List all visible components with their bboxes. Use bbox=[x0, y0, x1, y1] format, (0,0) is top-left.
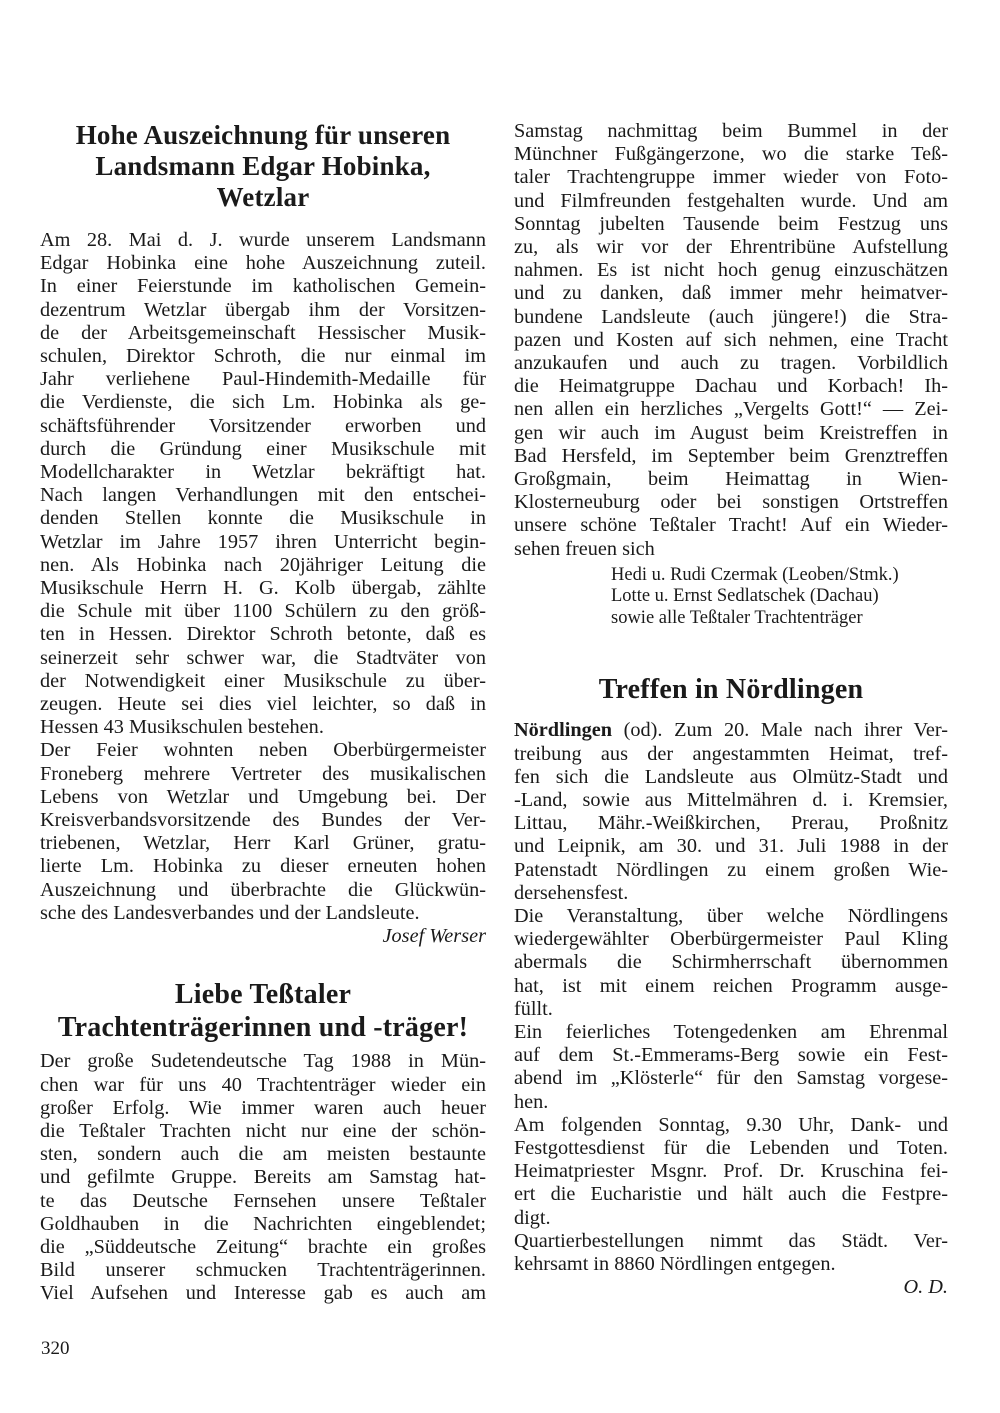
text-line: Froneberg mehrere Vertreter des musikalischen bbox=[40, 762, 486, 785]
text-line: Am folgenden Sonntag, 9.30 Uhr, Dank- und bbox=[514, 1113, 948, 1136]
text-line: pazen und Kosten auf sich nehmen, eine Tracht bbox=[514, 328, 948, 351]
headline-line: Wetzlar bbox=[216, 182, 310, 212]
page-number: 320 bbox=[41, 1338, 70, 1359]
headline-line: Treffen in Nördlingen bbox=[598, 674, 864, 706]
text-line: Klosterneuburg oder bei sonstigen Ortstreffen bbox=[514, 491, 948, 514]
headline-line: Landsmann Edgar Hobinka, bbox=[95, 151, 431, 181]
article-tesstaler-body-left bbox=[40, 1050, 486, 1305]
text-line: Bad Hersfeld, im September beim Grenztreffen bbox=[514, 444, 948, 467]
text-line: treibung aus der angestammten Heimat, tref- bbox=[514, 742, 948, 765]
signature-block bbox=[611, 565, 948, 630]
text-line: Samstag nachmittag beim Bummel in der bbox=[514, 120, 948, 142]
text-line: chen war für uns 40 Trachtenträger wieder ein bbox=[40, 1073, 486, 1096]
text-line: und Filmfreunden festgehalten wurde. Und am bbox=[514, 189, 948, 212]
text-line: Heimatpriester Msgnr. Prof. Dr. Kruschina fei- bbox=[514, 1160, 948, 1183]
text-line: schulen, Direktor Schroth, die nur einmal im bbox=[40, 345, 486, 368]
paragraph bbox=[514, 743, 948, 905]
text-line: nen. Als Hobinka nach 20jähriger Leitung die bbox=[40, 553, 486, 576]
text-line: gen wir auch im August beim Kreistreffen in bbox=[514, 421, 948, 444]
lead-text: (od). Zum 20. Male nach ihrer Ver- bbox=[612, 719, 948, 742]
text-line: Kreisverbandsvorsitzende des Bundes der Ver- bbox=[40, 809, 486, 832]
dateline: Nördlingen bbox=[514, 719, 613, 742]
paragraph bbox=[514, 1114, 948, 1230]
text-line: dezentrum Wetzlar übergab ihm der Vorsitzen- bbox=[40, 298, 486, 321]
text-line: triebenen, Wetzlar, Herr Karl Grüner, gratu- bbox=[40, 832, 486, 855]
text-line: Nach langen Verhandlungen mit den entschei- bbox=[40, 484, 486, 507]
text-line: hen. bbox=[514, 1090, 549, 1113]
text-line: Edgar Hobinka eine hohe Auszeichnung zuteil. bbox=[40, 252, 486, 275]
text-line: Auszeichnung und überbrachte die Glückwün- bbox=[40, 878, 486, 901]
text-line: unsere schöne Teßtaler Tracht! Auf ein Wieder- bbox=[514, 514, 948, 537]
text-line: Am 28. Mai d. J. wurde unserem Landsmann bbox=[40, 229, 486, 251]
text-line: die Verdienste, die sich Lm. Hobinka als ge- bbox=[40, 391, 486, 414]
text-line: ert die Eucharistie und hält auch die Festpre- bbox=[514, 1183, 948, 1206]
text-line: Bild unserer schmucken Trachtenträgerinnen. bbox=[40, 1259, 486, 1282]
right-column bbox=[514, 112, 948, 1299]
text-line: digt. bbox=[514, 1206, 551, 1229]
paragraph bbox=[514, 1021, 948, 1114]
text-line: Patenstadt Nördlingen zu einem großen Wie- bbox=[514, 858, 948, 881]
text-line: Der große Sudetendeutsche Tag 1988 in Mün- bbox=[40, 1050, 486, 1073]
text-line: Wetzlar im Jahre 1957 ihren Unterricht begin- bbox=[40, 530, 486, 553]
headline-tesstaler bbox=[40, 978, 486, 1044]
text-line: Goldhauben in die Nachrichten eingeblendet; bbox=[40, 1212, 486, 1235]
signature-line: Lotte u. Ernst Sedlatschek (Dachau) bbox=[611, 586, 879, 607]
text-line: de der Arbeitsgemeinschaft Hessischer Musik- bbox=[40, 321, 486, 344]
text-line: Hessen 43 Musikschulen bestehen. bbox=[40, 716, 324, 739]
text-line: sten, sondern auch die am meisten bestaunte bbox=[40, 1143, 486, 1166]
headline-noerdlingen bbox=[514, 673, 948, 707]
text-line: lierte Lm. Hobinka zu dieser erneuten hohen bbox=[40, 855, 486, 878]
text-line: füllt. bbox=[514, 997, 553, 1020]
text-line: nen allen ein herzliches „Vergelts Gott!“ — Zei- bbox=[514, 398, 948, 421]
text-line: die Schule mit über 1100 Schülern zu den größ- bbox=[40, 600, 486, 623]
text-line: bundene Landsleute (auch jüngere!) die Stra- bbox=[514, 305, 948, 328]
text-line: Der Feier wohnten neben Oberbürgermeister bbox=[40, 739, 486, 762]
text-line: Ein feierliches Totengedenken am Ehrenmal bbox=[514, 1021, 948, 1043]
text-line: die Heimatgruppe Dachau und Korbach! Ih- bbox=[514, 375, 948, 398]
headline-line: Trachtenträgerinnen und -träger! bbox=[57, 1012, 469, 1044]
text-line: Jahr verliehene Paul-Hindemith-Medaille für bbox=[40, 368, 486, 391]
text-line: Die Veranstaltung, über welche Nördlingens bbox=[514, 904, 948, 927]
paragraph bbox=[514, 1230, 948, 1276]
text-line: te das Deutsche Fernsehen unsere Teßtaler bbox=[40, 1189, 486, 1212]
text-line: die „Süddeutsche Zeitung“ brachte ein großes bbox=[40, 1235, 486, 1258]
text-line: Lebens von Wetzlar und Umgebung bei. Der bbox=[40, 785, 486, 808]
text-line: Münchner Fußgängerzone, wo die starke Teß- bbox=[514, 143, 948, 166]
text-line: seinerzeit sehr schwer war, die Stadtväter von bbox=[40, 646, 486, 669]
headline-hobinka bbox=[40, 120, 486, 213]
text-line: dersehensfest. bbox=[514, 881, 629, 904]
text-line: und gefilmte Gruppe. Bereits am Samstag hat- bbox=[40, 1166, 486, 1189]
text-line: wiedergewählter Oberbürgermeister Paul Kling bbox=[514, 928, 948, 951]
text-line: Quartierbestellungen nimmt das Städt. Ver- bbox=[514, 1229, 948, 1252]
text-line: die Teßtaler Trachten nicht nur eine der schön- bbox=[40, 1119, 486, 1142]
text-line: durch die Gründung einer Musikschule mit bbox=[40, 437, 486, 460]
text-line: auf dem St.-Emmerams-Berg sowie ein Fest- bbox=[514, 1044, 948, 1067]
text-line: ten in Hessen. Direktor Schroth betonte, daß es bbox=[40, 623, 486, 646]
headline-line: Liebe Teßtaler bbox=[174, 979, 352, 1011]
text-line: Musikschule Herrn H. G. Kolb übergab, zählte bbox=[40, 577, 486, 600]
text-line: großer Erfolg. Wie immer waren auch heuer bbox=[40, 1096, 486, 1119]
text-line: fen sich die Landsleute aus Olmütz-Stadt und bbox=[514, 765, 948, 788]
text-line: Viel Aufsehen und Interesse gab es auch am bbox=[40, 1282, 486, 1305]
signature-line: sowie alle Teßtaler Trachtenträger bbox=[611, 607, 863, 628]
text-line: Sonntag jubelten Tausende beim Festzug uns bbox=[514, 212, 948, 235]
text-line: abermals die Schirmherrschaft übernommen bbox=[514, 951, 948, 974]
text-line: In einer Feierstunde im katholischen Gemein- bbox=[40, 275, 486, 298]
article-hobinka-body-2 bbox=[40, 739, 486, 925]
left-column bbox=[40, 112, 486, 1306]
lead-line bbox=[514, 719, 948, 742]
text-line: -Land, sowie aus Mittelmähren d. i. Kremsier, bbox=[514, 788, 948, 811]
text-line: anzukaufen und auch zu tragen. Vorbildlich bbox=[514, 352, 948, 375]
text-line: Littau, Mähr.-Weißkirchen, Prerau, Proßnitz bbox=[514, 812, 948, 835]
paragraph bbox=[514, 905, 948, 1021]
text-line: zeugen. Heute sei dies viel leichter, so daß in bbox=[40, 693, 486, 716]
text-line: Großgmain, beim Heimattag in Wien- bbox=[514, 468, 948, 491]
text-line: kehrsamt in 8860 Nördlingen entgegen. bbox=[514, 1253, 836, 1276]
text-line: schäftsführender Vorsitzender erworben und bbox=[40, 414, 486, 437]
text-line: taler Trachtengruppe immer wieder von Foto- bbox=[514, 166, 948, 189]
signature-line: Hedi u. Rudi Czermak (Leoben/Stmk.) bbox=[611, 564, 899, 585]
text-line: hat, ist mit einem reichen Programm ausge- bbox=[514, 974, 948, 997]
text-line: denden Stellen konnte die Musikschule in bbox=[40, 507, 486, 530]
text-line: sehen freuen sich bbox=[514, 537, 655, 560]
text-line: und zu danken, daß immer mehr heimatver- bbox=[514, 282, 948, 305]
text-line: nahmen. Es ist nicht hoch genug einzuschätzen bbox=[514, 259, 948, 282]
headline-line: Hohe Auszeichnung für unseren bbox=[75, 120, 451, 150]
article-noerdlingen-body bbox=[514, 719, 948, 1276]
article-tesstaler-body-right bbox=[514, 120, 948, 561]
text-line: abend im „Klösterle“ für den Samstag vorgese- bbox=[514, 1067, 948, 1090]
text-line: zu, als wir vor der Ehrentribüne Aufstellung bbox=[514, 236, 948, 259]
text-line: und Leipnik, am 30. und 31. Juli 1988 in der bbox=[514, 835, 948, 858]
article-hobinka-body bbox=[40, 229, 486, 739]
text-line: Festgottesdienst für die Lebenden und Toten. bbox=[514, 1137, 948, 1160]
text-line: sche des Landesverbandes und der Landsleute. bbox=[40, 901, 420, 924]
text-line: Modellcharakter in Wetzlar bekräftigt hat. bbox=[40, 461, 486, 484]
author-signature: O. D. bbox=[903, 1276, 948, 1299]
author-signature: Josef Werser bbox=[382, 925, 486, 948]
text-line: der Notwendigkeit einer Musikschule zu über- bbox=[40, 669, 486, 692]
